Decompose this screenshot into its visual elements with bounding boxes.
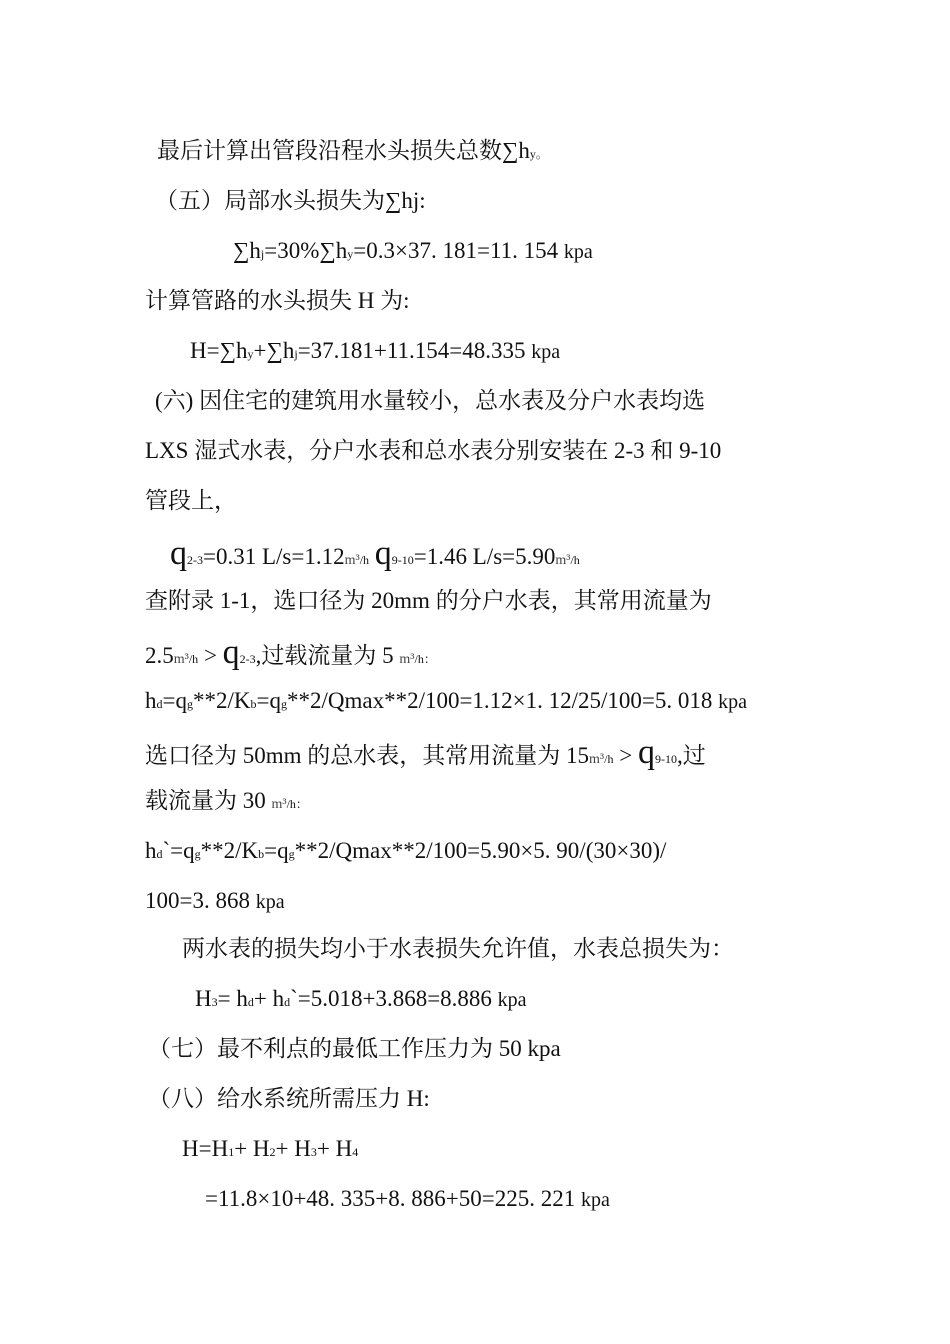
text-run: =q	[162, 688, 187, 713]
text-run: b	[258, 847, 265, 861]
text-run: m³	[271, 797, 287, 812]
line-8	[145, 486, 237, 516]
text-run: >	[198, 643, 223, 668]
line-4	[145, 286, 410, 316]
text-run: 2-3	[239, 652, 256, 666]
text-run: **2/Qmax**2/100=1.12×1. 12/25/100=5. 018	[286, 688, 719, 713]
text-run: kpa	[497, 989, 527, 1011]
text-run: /h	[570, 553, 580, 567]
line-5	[190, 336, 560, 369]
text-run: 2.5	[145, 643, 174, 668]
text-run: /h：	[414, 652, 436, 666]
line-14	[145, 786, 308, 820]
text-run: d	[247, 995, 254, 1009]
text-run: h	[145, 838, 157, 863]
text-run: + H	[234, 1136, 270, 1161]
text-run: =0.31 L/s=1.12	[203, 544, 345, 569]
text-run: 最后计算出管段沿程水头损失总数∑h	[157, 138, 530, 163]
text-run: j	[260, 247, 265, 261]
text-run: /h	[604, 752, 614, 766]
text-run: `=5.018+3.868=8.886	[290, 986, 498, 1011]
text-run: 两水表的损失均小于水表损失允许值，水表总损失为：	[182, 936, 734, 961]
text-run: （五）局部水头损失为∑hj:	[155, 188, 426, 213]
text-run: `=q	[162, 838, 195, 863]
text-run: =0.3×37. 181=11. 154	[353, 238, 564, 263]
text-run: + h	[253, 986, 285, 1011]
text-run: + H	[316, 1136, 353, 1161]
text-run: 。	[535, 147, 548, 161]
text-run: d	[156, 697, 163, 711]
text-run: h	[145, 688, 157, 713]
line-6	[155, 386, 705, 416]
text-run: g	[280, 697, 287, 711]
text-run: /h	[188, 652, 199, 666]
text-run: kpa	[718, 691, 748, 713]
text-run: =q	[264, 838, 289, 863]
line-7	[145, 436, 721, 466]
text-run: LXS 湿式水表，分户水表和总水表分别安装在 2-3 和 9-10	[145, 438, 722, 463]
text-run: +∑h	[253, 338, 295, 363]
text-run: kpa	[531, 341, 561, 363]
text-run: **2/Qmax**2/100=5.90×5. 90/(30×30)/	[294, 838, 667, 863]
text-run: 100=3. 868	[145, 888, 256, 913]
text-run: ∑h	[233, 238, 261, 263]
text-run: /h	[359, 553, 370, 567]
text-run: H	[195, 986, 212, 1011]
text-run: 选口径为 50mm 的总水表，其常用流量为 15	[145, 743, 590, 768]
text-run: H=∑h	[190, 338, 248, 363]
text-run: g	[194, 847, 201, 861]
line-18	[195, 984, 527, 1017]
text-run: b	[250, 697, 257, 711]
text-run: （七）最不利点的最低工作压力为 50 kpa	[148, 1036, 561, 1061]
text-run: q	[374, 535, 392, 572]
text-run: 9-10	[391, 553, 414, 567]
text-run: d	[156, 847, 163, 861]
text-run: /h：	[286, 797, 308, 811]
text-run: 3	[211, 995, 218, 1009]
text-run: H=H	[182, 1136, 229, 1161]
text-run: q	[222, 634, 240, 671]
text-run: 3	[310, 1145, 317, 1159]
text-run: =1.46 L/s=5.90	[413, 544, 556, 569]
text-run: q	[170, 535, 187, 572]
text-run: kpa	[580, 1189, 610, 1211]
text-run: (六) 因住宅的建筑用水量较小，总水表及分户水表均选	[155, 388, 706, 413]
text-run: m³	[399, 652, 415, 667]
text-run: m³	[344, 553, 360, 568]
text-run: 管段上，	[145, 488, 237, 513]
text-run: =11.8×10+48. 335+8. 886+50=225. 221	[205, 1186, 581, 1211]
text-run: kpa	[255, 891, 285, 913]
text-run: m³	[173, 652, 189, 667]
line-17	[182, 934, 734, 964]
line-13	[145, 734, 706, 775]
line-9	[170, 535, 580, 576]
text-run: q	[637, 734, 655, 771]
text-run: kpa	[563, 241, 593, 263]
text-run: y	[529, 147, 536, 161]
text-run: j	[294, 347, 298, 361]
line-19	[148, 1034, 561, 1064]
line-22	[205, 1184, 610, 1215]
text-run: 1	[228, 1145, 235, 1159]
text-run: =q	[256, 688, 281, 713]
text-run: 计算管路的水头损失 H 为:	[145, 288, 410, 313]
line-2	[155, 186, 426, 216]
text-run: y	[247, 347, 254, 361]
text-run: 查附录 1-1，选口径为 20mm 的分户水表，其常用流量为	[145, 588, 712, 613]
text-run: ,过	[676, 743, 706, 768]
line-10	[145, 586, 712, 616]
text-run: + H	[275, 1136, 311, 1161]
line-21	[182, 1134, 358, 1167]
line-3	[233, 236, 593, 269]
text-run: **2/K	[200, 838, 259, 863]
text-run: >	[613, 743, 638, 768]
text-run: d	[284, 995, 291, 1009]
line-1	[157, 136, 548, 169]
line-16	[145, 886, 285, 917]
text-run: g	[288, 847, 295, 861]
text-run: m³	[589, 752, 605, 767]
text-run: y	[347, 247, 354, 261]
text-run: = h	[217, 986, 248, 1011]
text-run: 2	[269, 1145, 276, 1159]
text-run: m³	[555, 553, 571, 568]
text-run: 9-10	[654, 752, 677, 766]
text-run: =37.181+11.154=48.335	[297, 338, 532, 363]
text-run: 4	[352, 1145, 359, 1159]
text-run: =30%∑h	[264, 238, 348, 263]
line-11	[145, 634, 436, 675]
text-run: g	[186, 697, 193, 711]
text-run: 载流量为 30	[145, 788, 272, 813]
text-run: **2/K	[192, 688, 251, 713]
line-12	[145, 686, 747, 719]
line-15	[145, 836, 666, 869]
text-run: ,过载流量为 5	[255, 643, 400, 668]
text-run: （八）给水系统所需压力 H:	[148, 1086, 430, 1111]
line-20	[148, 1084, 430, 1114]
text-run: 2-3	[187, 553, 203, 567]
